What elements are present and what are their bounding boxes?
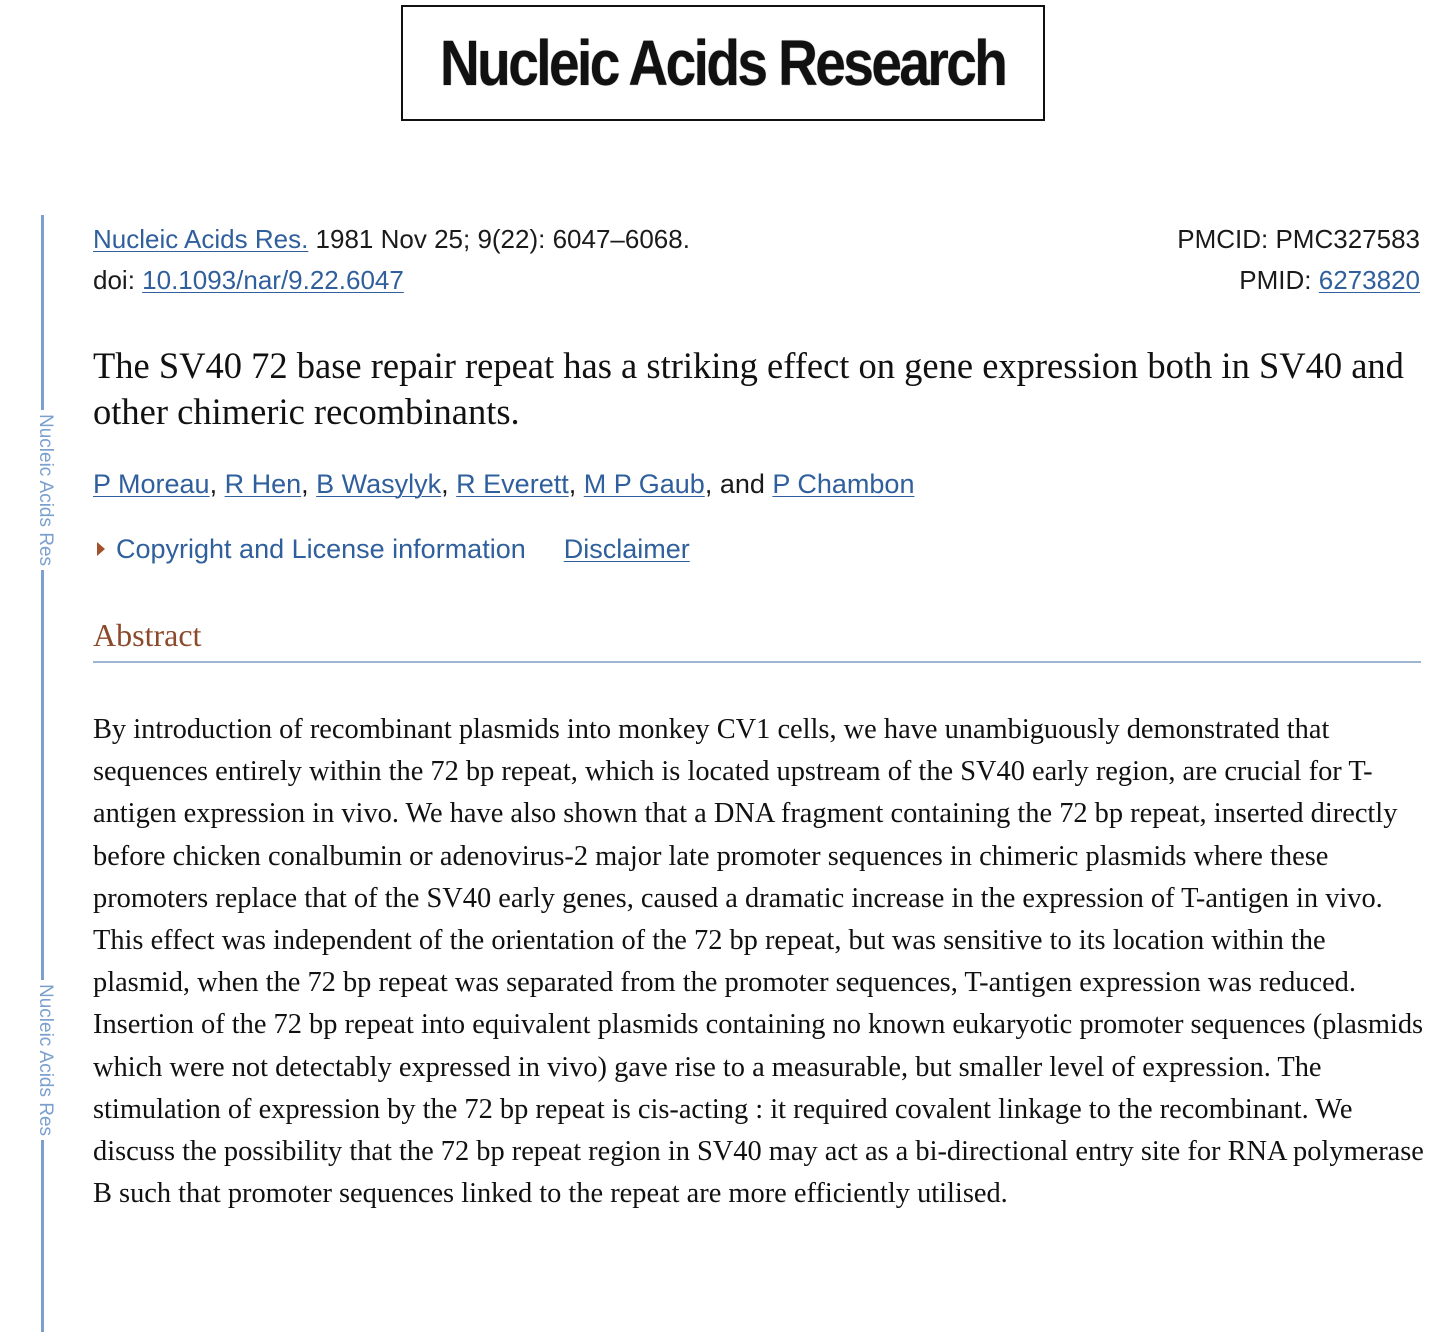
left-rail: [41, 215, 44, 1332]
author-list: [93, 465, 914, 503]
author-link[interactable]: R Hen: [224, 469, 302, 499]
abstract-heading: Abstract: [93, 617, 202, 653]
pmid-label: PMID:: [1239, 265, 1312, 295]
article-title: The SV40 72 base repair repeat has a striking effect on gene expression both in SV40 and other chimeric recombinants.: [93, 345, 1404, 432]
journal-banner-text: Nucleic Acids Research: [440, 27, 1006, 99]
article-ids: [1177, 219, 1420, 301]
copyright-license-link[interactable]: Copyright and License information: [116, 534, 526, 564]
author-link[interactable]: P Moreau: [93, 469, 210, 499]
author-and: , and: [704, 469, 773, 499]
abstract-divider: [93, 661, 1421, 663]
citation-date-volume: 1981 Nov 25; 9(22): 6047–6068.: [315, 224, 690, 254]
pmid-link[interactable]: 6273820: [1318, 265, 1420, 295]
expand-triangle-icon[interactable]: [97, 542, 105, 556]
author-link[interactable]: R Everett: [456, 469, 569, 499]
doi-line: [93, 260, 690, 301]
abstract-text: By introduction of recombinant plasmids into monkey CV1 cells, we have unambiguously demonstrated that sequences entirely within the 72 bp repeat, which is located upstream of the SV40 early region, are crucial for T-antigen expression in vivo. We have also shown that a DNA fragment containing the 72 bp repeat, inserted directly before chicken conalbumin or adenovirus-2 major late promoter sequences in chimeric plasmids where these promoters replace that of the SV40 early genes, caused a dramatic increase in the expression of T-antigen in vivo. This effect was independent of the orientation of the 72 bp repeat, but was sensitive to its location within the plasmid, when the 72 bp repeat was separated from the promoter sequences, T-antigen expression was reduced. Insertion of the 72 bp repeat into equivalent plasmids containing no known eukaryotic promoter sequences (plasmids which were not detectably expressed in vivo) gave rise to a measurable, but smaller level of expression. The stimulation of expression by the 72 bp repeat is cis-acting : it required covalent linkage to the recombinant. We discuss the possibility that the 72 bp repeat region in SV40 may act as a bi-directional entry site for RNA polymerase B such that promoter sequences linked to the repeat are more efficiently utilised.: [93, 714, 1424, 1210]
license-row: [93, 530, 690, 568]
doi-label: doi:: [93, 265, 135, 295]
author-separator: ,: [568, 469, 584, 499]
pmid-line: [1177, 260, 1420, 301]
author-link[interactable]: B Wasylyk: [316, 469, 442, 499]
author-link[interactable]: M P Gaub: [583, 469, 705, 499]
citation-block: [93, 219, 690, 301]
journal-banner: [401, 5, 1045, 121]
author-separator: ,: [301, 469, 317, 499]
journal-link[interactable]: Nucleic Acids Res.: [93, 224, 309, 254]
pmcid: PMCID: PMC327583: [1177, 224, 1420, 254]
doi-link[interactable]: 10.1093/nar/9.22.6047: [142, 265, 404, 295]
author-link[interactable]: P Chambon: [772, 469, 915, 499]
rail-label-top: Nucleic Acids Res: [30, 410, 56, 570]
rail-label-bottom: Nucleic Acids Res: [30, 980, 56, 1140]
author-separator: ,: [441, 469, 457, 499]
citation-line: [93, 219, 690, 260]
author-separator: ,: [209, 469, 225, 499]
disclaimer-link[interactable]: Disclaimer: [563, 534, 690, 564]
